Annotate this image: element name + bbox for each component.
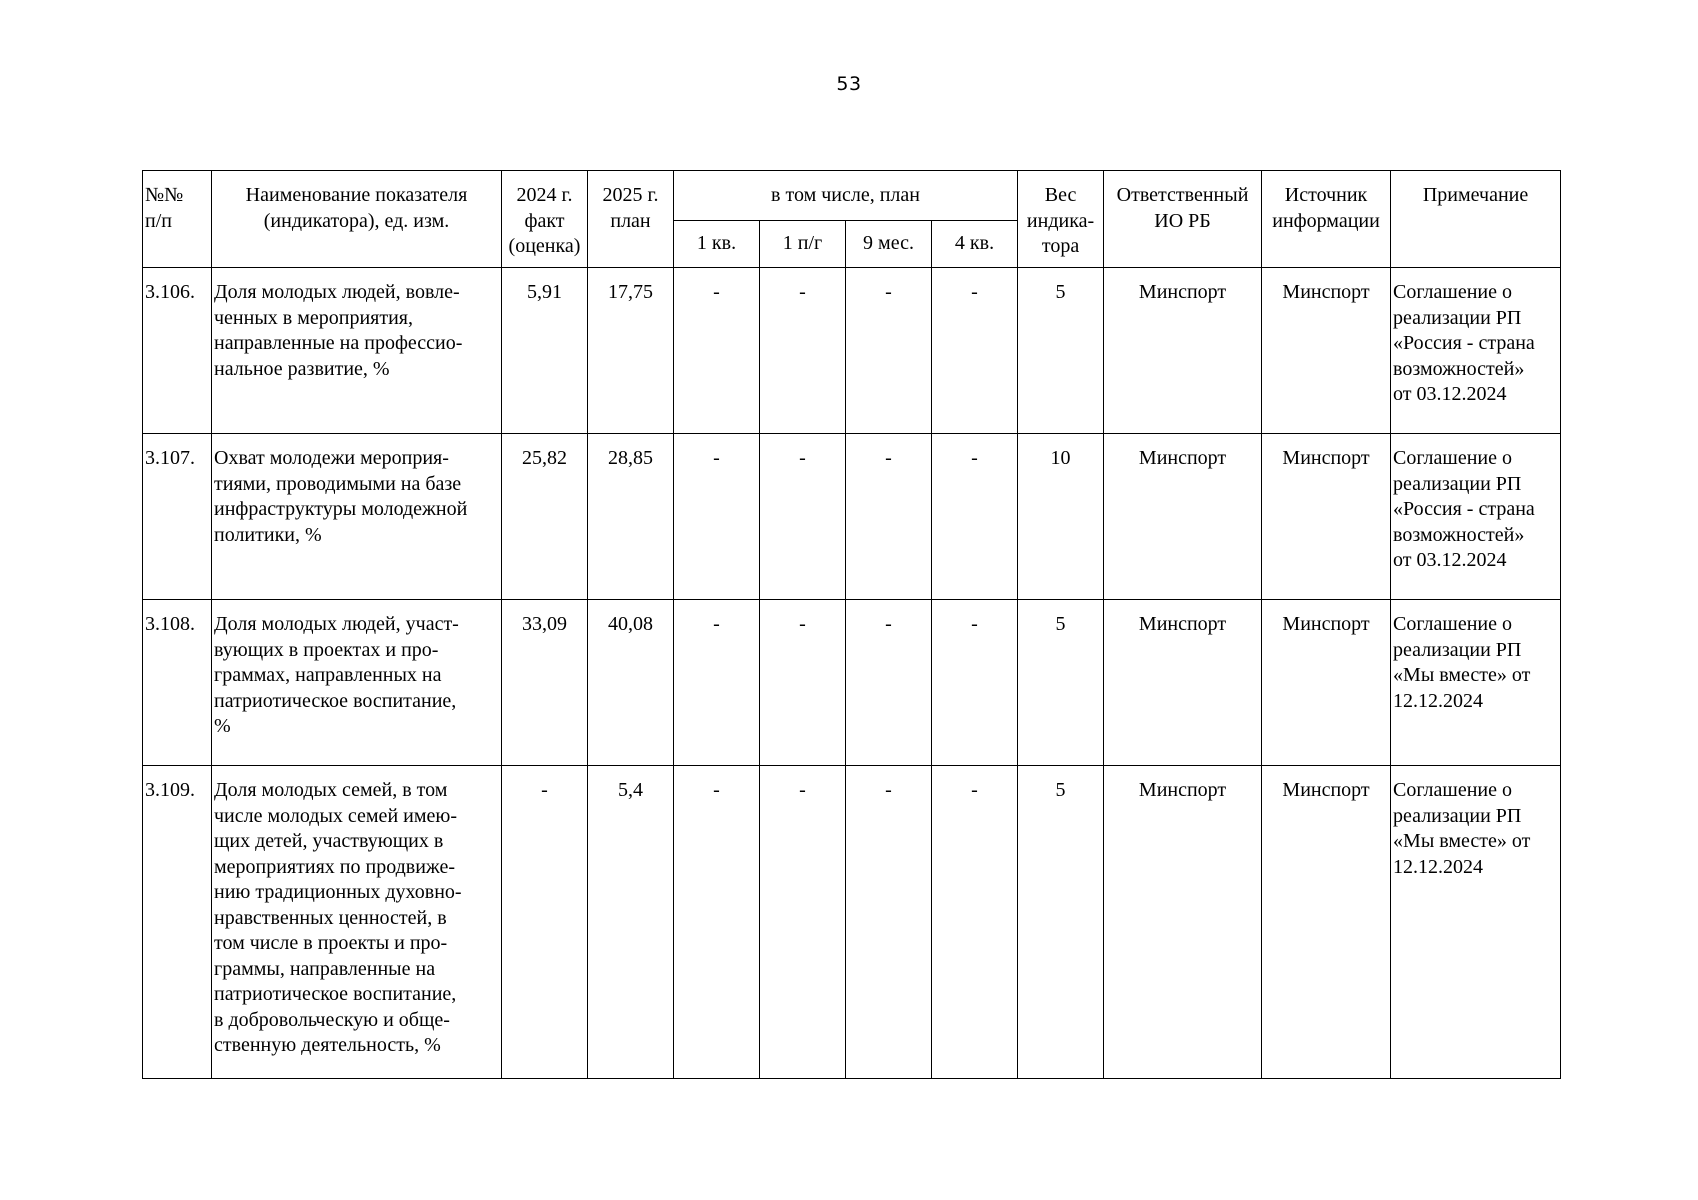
row-q4: -	[932, 600, 1018, 766]
row-weight: 5	[1018, 600, 1104, 766]
row-name	[212, 434, 502, 600]
header-fact-line: (оценка)	[508, 235, 581, 257]
row-q1: -	[674, 766, 760, 1079]
row-weight: 5	[1018, 268, 1104, 434]
header-responsible	[1104, 171, 1262, 268]
table-header	[143, 171, 1561, 268]
row-m9: -	[846, 434, 932, 600]
row-num: 3.106.	[143, 268, 212, 434]
row-name-line: нравственных ценностей, в	[214, 906, 447, 929]
row-name-line: Доля молодых семей, в том	[214, 779, 448, 801]
row-h1: -	[760, 434, 846, 600]
row-name	[212, 766, 502, 1079]
row-note-line: Соглашение о	[1393, 447, 1512, 469]
header-weight-line: тора	[1041, 235, 1080, 257]
row-note-line: от 03.12.2024	[1393, 383, 1507, 405]
header-m9: 9 мес.	[846, 221, 932, 268]
row-name-line: граммы, направленные на	[214, 957, 436, 980]
row-fact-2024: -	[502, 766, 588, 1079]
row-note-line: реализации РП	[1393, 472, 1522, 495]
header-source-line: Источник	[1284, 184, 1368, 206]
header-source	[1262, 171, 1391, 268]
row-name-line: ственную деятельность, %	[214, 1034, 441, 1056]
table-row	[143, 766, 1561, 1079]
row-name-line: направленные на профессио-	[214, 332, 463, 354]
row-h1: -	[760, 600, 846, 766]
table-body	[143, 268, 1561, 1079]
table-row	[143, 268, 1561, 434]
row-m9: -	[846, 766, 932, 1079]
row-note-line: реализации РП	[1393, 638, 1522, 661]
header-fact-line: 2024 г.	[516, 184, 573, 206]
table-row	[143, 434, 1561, 600]
row-responsible: Минспорт	[1104, 434, 1262, 600]
row-name-line: Доля молодых людей, участ-	[214, 613, 459, 635]
row-name-line: инфраструктуры молодежной	[214, 498, 468, 520]
header-weight-line: Вес	[1044, 184, 1077, 206]
row-name-line: патриотическое воспитание,	[214, 983, 457, 1005]
row-note-line: «Россия - страна	[1393, 498, 1535, 520]
row-fact-2024: 5,91	[502, 268, 588, 434]
row-note-line: 12.12.2024	[1393, 689, 1484, 712]
row-note-line: «Мы вместе» от	[1393, 830, 1531, 852]
row-name-line: граммах, направленных на	[214, 664, 442, 686]
indicators-table	[142, 170, 1561, 1079]
row-note	[1391, 268, 1561, 434]
row-name	[212, 600, 502, 766]
row-num: 3.108.	[143, 600, 212, 766]
header-name-line: Наименование показателя	[245, 184, 468, 206]
row-name-line: Доля молодых людей, вовле-	[214, 281, 460, 303]
row-q4: -	[932, 766, 1018, 1079]
row-note-line: «Мы вместе» от	[1393, 664, 1531, 686]
row-note-line: реализации РП	[1393, 804, 1522, 827]
header-name-line: (индикатора), ед. изм.	[263, 209, 450, 232]
row-source: Минспорт	[1262, 766, 1391, 1079]
row-weight: 10	[1018, 434, 1104, 600]
row-fact-2024: 33,09	[502, 600, 588, 766]
row-plan-2025: 28,85	[588, 434, 674, 600]
header-num-line: №№	[145, 184, 184, 206]
row-fact-2024: 25,82	[502, 434, 588, 600]
header-plan-2025	[588, 171, 674, 268]
row-q4: -	[932, 268, 1018, 434]
table-row	[143, 600, 1561, 766]
row-plan-2025: 17,75	[588, 268, 674, 434]
row-note	[1391, 766, 1561, 1079]
row-note-line: 12.12.2024	[1393, 855, 1484, 878]
row-note-line: Соглашение о	[1393, 613, 1512, 635]
row-note-line: реализации РП	[1393, 306, 1522, 329]
row-name-line: в добровольческую и обще-	[214, 1008, 450, 1031]
row-q1: -	[674, 434, 760, 600]
row-name-line: щих детей, участвующих в	[214, 830, 444, 852]
row-h1: -	[760, 766, 846, 1079]
row-note	[1391, 600, 1561, 766]
row-source: Минспорт	[1262, 268, 1391, 434]
header-fact-2024	[502, 171, 588, 268]
row-num: 3.109.	[143, 766, 212, 1079]
row-q4: -	[932, 434, 1018, 600]
row-source: Минспорт	[1262, 434, 1391, 600]
header-q4: 4 кв.	[932, 221, 1018, 268]
row-note	[1391, 434, 1561, 600]
row-name-line: политики, %	[214, 523, 322, 546]
row-note-line: от 03.12.2024	[1393, 549, 1507, 571]
row-note-line: Соглашение о	[1393, 281, 1512, 303]
row-name-line: патриотическое воспитание,	[214, 689, 457, 712]
row-name-line: нию традиционных духовно-	[214, 881, 462, 903]
row-name-line: вующих в проектах и про-	[214, 638, 439, 661]
header-num-line: п/п	[145, 209, 172, 232]
row-note-line: возможностей»	[1393, 523, 1525, 546]
header-weight	[1018, 171, 1104, 268]
row-note-line: возможностей»	[1393, 357, 1525, 380]
row-weight: 5	[1018, 766, 1104, 1079]
row-m9: -	[846, 268, 932, 434]
row-q1: -	[674, 600, 760, 766]
row-num: 3.107.	[143, 434, 212, 600]
row-note-line: «Россия - страна	[1393, 332, 1535, 354]
header-num	[143, 171, 212, 268]
row-plan-2025: 5,4	[588, 766, 674, 1079]
row-responsible: Минспорт	[1104, 600, 1262, 766]
header-weight-line: индика-	[1026, 209, 1095, 232]
row-note-line: Соглашение о	[1393, 779, 1512, 801]
row-responsible: Минспорт	[1104, 268, 1262, 434]
row-source: Минспорт	[1262, 600, 1391, 766]
row-name-line: Охват молодежи мероприя-	[214, 447, 449, 469]
header-h1: 1 п/г	[760, 221, 846, 268]
row-name	[212, 268, 502, 434]
header-responsible-line: Ответственный	[1116, 184, 1249, 206]
header-plan-line: 2025 г.	[602, 184, 659, 206]
page-number: 53	[836, 73, 862, 95]
header-name	[212, 171, 502, 268]
row-responsible: Минспорт	[1104, 766, 1262, 1079]
row-h1: -	[760, 268, 846, 434]
header-incl-plan: в том числе, план	[674, 171, 1018, 221]
row-name-line: ченных в мероприятия,	[214, 306, 414, 329]
row-name-line: мероприятиях по продвиже-	[214, 855, 456, 878]
header-note: Примечание	[1391, 171, 1561, 268]
row-name-line: тиями, проводимыми на базе	[214, 472, 462, 495]
row-name-line: %	[214, 715, 231, 737]
header-responsible-line: ИО РБ	[1154, 209, 1211, 232]
header-q1: 1 кв.	[674, 221, 760, 268]
row-q1: -	[674, 268, 760, 434]
row-name-line: том числе в проекты и про-	[214, 932, 448, 954]
row-plan-2025: 40,08	[588, 600, 674, 766]
row-name-line: нальное развитие, %	[214, 357, 390, 380]
row-name-line: числе молодых семей имею-	[214, 804, 457, 827]
header-plan-line: план	[610, 209, 651, 232]
header-source-line: информации	[1272, 209, 1380, 232]
header-fact-line: факт	[524, 209, 565, 232]
row-m9: -	[846, 600, 932, 766]
